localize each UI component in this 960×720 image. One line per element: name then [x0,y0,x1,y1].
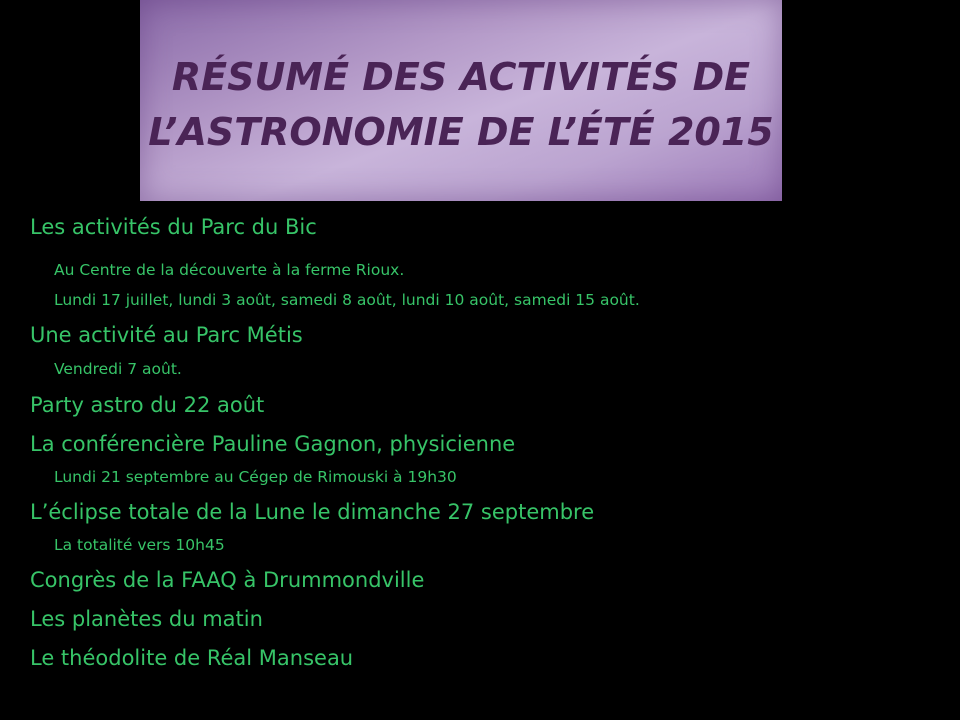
sub-item-conference-date: Lundi 21 septembre au Cégep de Rimouski à 19h30 [54,468,457,486]
title-line-2: L’ASTRONOMIE DE L’ÉTÉ 2015 [148,109,774,154]
list-item-congres: Congrès de la FAAQ à Drummondville [30,568,425,592]
list-item-planetes: Les planètes du matin [30,607,263,631]
list-item-eclipse: L’éclipse totale de la Lune le dimanche 27 septembre [30,500,595,524]
list-item-party-astro: Party astro du 22 août [30,393,265,417]
sub-item-eclipse-time: La totalité vers 10h45 [54,536,225,554]
list-item-conference: La conférencière Pauline Gagnon, physicienne [30,432,516,456]
title-banner [140,0,782,201]
list-item-theodolite: Le théodolite de Réal Manseau [30,646,354,670]
sub-item-centre-decouverte: Au Centre de la découverte à la ferme Rioux. [54,261,405,279]
list-item-parc-du-bic: Les activités du Parc du Bic [30,215,317,239]
title-line-1: RÉSUMÉ DES ACTIVITÉS DE [171,54,751,99]
slide-title [148,50,773,160]
sub-item-metis-date: Vendredi 7 août. [54,360,182,378]
list-item-parc-metis: Une activité au Parc Métis [30,323,303,347]
sub-item-bic-dates: Lundi 17 juillet, lundi 3 août, samedi 8 août, lundi 10 août, samedi 15 août. [54,291,640,309]
